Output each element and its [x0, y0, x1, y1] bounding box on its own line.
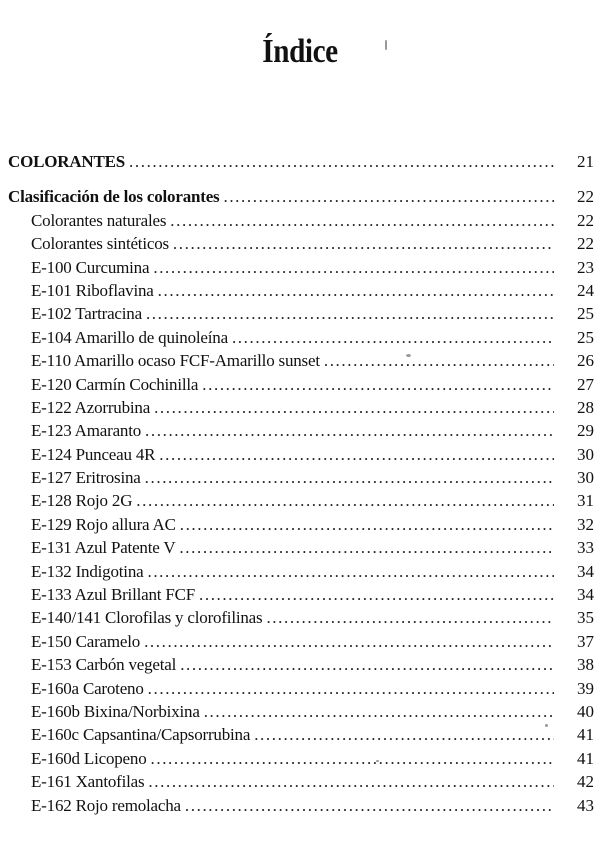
toc-entry-page-number: 35	[577, 608, 594, 628]
toc-entry	[8, 583, 594, 606]
toc-entry-label: E-124 Punceau 4R	[31, 444, 156, 464]
toc-entry-page-number: 40	[577, 701, 594, 721]
toc-entry	[8, 560, 594, 583]
dot-leader	[170, 209, 554, 232]
toc-entry	[8, 419, 594, 442]
toc-entry	[8, 466, 594, 489]
toc-entry	[8, 770, 594, 793]
toc-entry-page-number: 24	[577, 280, 594, 300]
dot-leader	[154, 396, 554, 419]
toc-entry	[8, 209, 594, 232]
toc-entry-label: COLORANTES	[8, 152, 126, 171]
toc-entry-label: E-160c Capsantina/Capsorrubina	[31, 725, 251, 745]
toc-entry-page-number: 23	[577, 257, 594, 277]
dot-leader	[129, 150, 554, 173]
dot-leader	[148, 770, 554, 793]
toc-entry-label: E-104 Amarillo de quinoleína	[31, 327, 228, 347]
dot-leader	[158, 279, 554, 302]
toc-entry-page-number: 22	[577, 234, 594, 254]
toc-entry-page-number: 39	[577, 678, 594, 698]
toc-entry-label: E-161 Xantofilas	[31, 772, 145, 792]
dot-leader	[146, 302, 554, 325]
toc-entry	[8, 373, 594, 396]
toc-entry-label: E-140/141 Clorofilas y clorofilinas	[31, 608, 263, 628]
toc-entry-page-number: 31	[577, 491, 594, 511]
toc-entry	[8, 606, 594, 629]
dot-leader	[144, 630, 554, 653]
dot-leader	[151, 747, 555, 770]
dot-leader	[324, 349, 554, 372]
toc-entry-label: E-101 Riboflavina	[31, 280, 154, 300]
toc-entry-page-number: 34	[577, 585, 594, 605]
scan-speck	[545, 724, 548, 727]
toc-entry-label: E-127 Eritrosina	[31, 468, 141, 488]
toc-entry	[8, 396, 594, 419]
dot-leader	[202, 373, 554, 396]
toc-entry-label: E-150 Caramelo	[31, 631, 141, 651]
toc-entry-label: E-123 Amaranto	[31, 421, 142, 441]
toc-entry-page-number: 29	[577, 421, 594, 441]
toc-entry-page-number: 27	[577, 374, 594, 394]
toc-entry-label: Colorantes sintéticos	[31, 234, 169, 254]
dot-leader	[223, 185, 554, 208]
toc-entry-page-number: 25	[577, 304, 594, 324]
toc-entry-label: E-162 Rojo remolacha	[31, 795, 181, 815]
toc-entry	[8, 513, 594, 536]
toc-section-entry	[8, 185, 594, 208]
dot-leader	[232, 326, 554, 349]
toc-entry	[8, 326, 594, 349]
toc-entry-page-number: 42	[577, 772, 594, 792]
table-of-contents	[8, 150, 594, 817]
scan-speck	[406, 354, 411, 357]
dot-leader	[266, 606, 554, 629]
toc-entry-label: E-160d Licopeno	[31, 748, 147, 768]
dot-leader	[179, 536, 554, 559]
dot-leader	[204, 700, 554, 723]
toc-entry-page-number: 38	[577, 655, 594, 675]
toc-entry	[8, 723, 594, 746]
toc-entry-label: E-132 Indigotina	[31, 561, 144, 581]
toc-entry	[8, 256, 594, 279]
toc-entry-page-number: 26	[577, 351, 594, 371]
toc-entry	[8, 630, 594, 653]
toc-entry-label: E-102 Tartracina	[31, 304, 142, 324]
toc-entry-label: E-128 Rojo 2G	[31, 491, 133, 511]
toc-entry	[8, 279, 594, 302]
toc-entry	[8, 443, 594, 466]
toc-entry-page-number: 30	[577, 468, 594, 488]
toc-entry-page-number: 22	[577, 210, 594, 230]
toc-entry	[8, 302, 594, 325]
toc-entry-page-number: 32	[577, 514, 594, 534]
dot-leader	[254, 723, 554, 746]
dot-leader	[148, 677, 554, 700]
dot-leader	[147, 560, 554, 583]
toc-section-entry	[8, 150, 594, 173]
toc-entry-page-number: 22	[577, 187, 594, 207]
dot-leader	[185, 794, 554, 817]
dot-leader	[180, 513, 554, 536]
toc-entry-label: E-160a Caroteno	[31, 678, 144, 698]
toc-entry-page-number: 33	[577, 538, 594, 558]
toc-entry-label: E-120 Carmín Cochinilla	[31, 374, 199, 394]
dot-leader	[145, 419, 554, 442]
page-title: Índice	[262, 32, 338, 70]
toc-entry-page-number: 30	[577, 444, 594, 464]
toc-entry-label: E-129 Rojo allura AC	[31, 514, 176, 534]
toc-entry-label: E-160b Bixina/Norbixina	[31, 701, 200, 721]
toc-entry-page-number: 41	[577, 725, 594, 745]
toc-entry	[8, 700, 594, 723]
toc-entry-label: E-122 Azorrubina	[31, 397, 151, 417]
toc-entry	[8, 677, 594, 700]
toc-entry-label: E-133 Azul Brillant FCF	[31, 585, 195, 605]
dot-leader	[180, 653, 554, 676]
dot-leader	[153, 256, 554, 279]
dot-leader	[159, 443, 554, 466]
toc-entry	[8, 489, 594, 512]
toc-entry	[8, 349, 594, 372]
toc-entry-label: Colorantes naturales	[31, 210, 167, 230]
toc-entry-page-number: 43	[577, 795, 594, 815]
toc-entry-page-number: 25	[577, 327, 594, 347]
scan-speck	[376, 760, 379, 762]
toc-entry	[8, 232, 594, 255]
toc-entry-page-number: 28	[577, 397, 594, 417]
toc-entry-label: E-100 Curcumina	[31, 257, 150, 277]
dot-leader	[199, 583, 554, 606]
toc-entry-page-number: 21	[577, 152, 594, 171]
toc-entry-page-number: 41	[577, 748, 594, 768]
toc-entry	[8, 747, 594, 770]
dot-leader	[136, 489, 554, 512]
toc-entry-page-number: 34	[577, 561, 594, 581]
toc-entry-label: E-153 Carbón vegetal	[31, 655, 177, 675]
toc-entry-label: E-131 Azul Patente V	[31, 538, 176, 558]
toc-entry	[8, 536, 594, 559]
scan-speck	[385, 40, 387, 50]
toc-entry-label: Clasificación de los colorantes	[8, 187, 220, 207]
toc-entry	[8, 794, 594, 817]
dot-leader	[145, 466, 554, 489]
toc-entry-label: E-110 Amarillo ocaso FCF-Amarillo sunset	[31, 351, 320, 371]
dot-leader	[173, 232, 554, 255]
toc-entry	[8, 653, 594, 676]
toc-entry-page-number: 37	[577, 631, 594, 651]
